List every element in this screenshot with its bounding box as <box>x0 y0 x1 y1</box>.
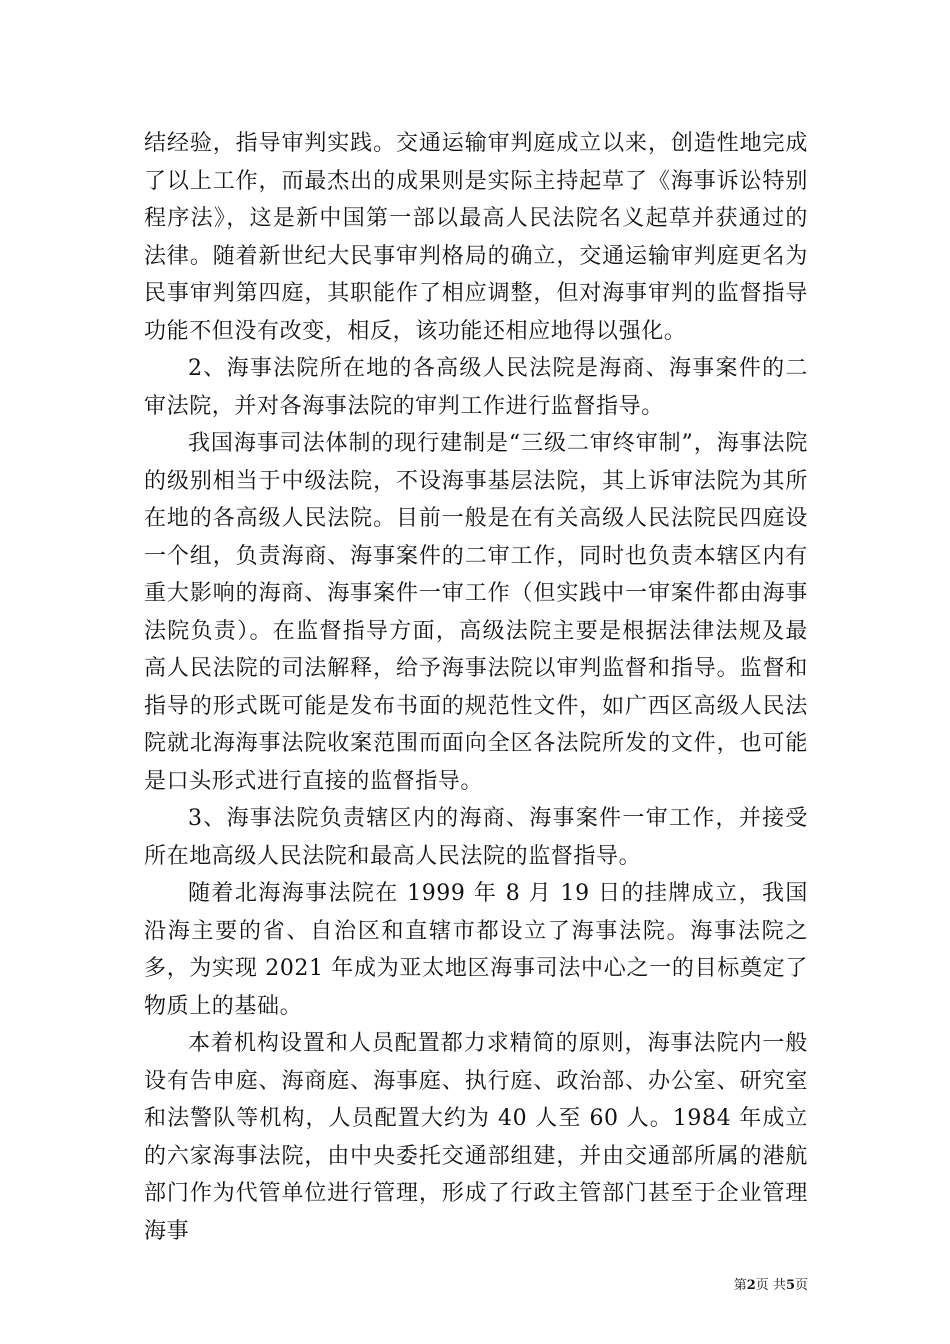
paragraph-2: 2、海事法院所在地的各高级人民法院是海商、海事案件的二审法院，并对各海事法院的审判工作进行监督指导。 <box>144 356 808 419</box>
footer-prefix: 第 <box>733 1278 747 1293</box>
paragraph-3: 我国海事司法体制的现行建制是“三级二审终审制”，海事法院的级别相当于中级法院，不设海事基层法院，其上诉审法院为其所在地的各高级人民法院。目前一般是在有关高级人民法院民四庭设一个组，负责海商、海事案件的二审工作，同时也负责本辖区内有重大影响的海商、海事案件一审工作（但实践中一审案件都由海事法院负责）。在监督指导方面，高级法院主要是根据法律法规及最高人民法院的司法解释，给予海事法院以审判监督和指导。监督和指导的形式既可能是发布书面的规范性文件，如广西区高级人民法院就北海海事法院收案范围而面向全区各法院所发的文件，也可能是口头形式进行直接的监督指导。 <box>144 431 808 794</box>
document-body <box>144 125 808 1250</box>
page-footer <box>700 1278 808 1294</box>
paragraph-4: 3、海事法院负责辖区内的海商、海事案件一审工作，并接受所在地高级人民法院和最高人民法院的监督指导。 <box>144 806 808 869</box>
paragraph-1: 结经验，指导审判实践。交通运输审判庭成立以来，创造性地完成了以上工作，而最杰出的成果则是实际主持起草了《海事诉讼特别程序法》，这是新中国第一部以最高人民法院名义起草并获通过的法律。随着新世纪大民事审判格局的确立，交通运输审判庭更名为民事审判第四庭，其职能作了相应调整，但对海事审判的监督指导功能不但没有改变，相反，该功能还相应地得以强化。 <box>144 131 808 344</box>
paragraph-5: 随着北海海事法院在 1999 年 8 月 19 日的挂牌成立，我国沿海主要的省、自治区和直辖市都设立了海事法院。海事法院之多，为实现 2021 年成为亚太地区海事司法中心之一的目标奠定了物质上的基础。 <box>144 881 808 1019</box>
current-page-number: 2 <box>746 1278 756 1293</box>
total-pages-number: 5 <box>785 1278 795 1293</box>
paragraph-6: 本着机构设置和人员配置都力求精简的原则，海事法院内一般设有告申庭、海商庭、海事庭、执行庭、政治部、办公室、研究室和法警队等机构，人员配置大约为 40 人至 60 人。1984 年成立的六家海事法院，由中央委托交通部组建，并由交通部所属的港航部门作为代管单位进行管理，形成了行政主管部门甚至于企业管理海事 <box>144 1031 808 1244</box>
footer-middle: 页 共 <box>755 1278 786 1293</box>
footer-suffix: 页 <box>794 1278 808 1293</box>
